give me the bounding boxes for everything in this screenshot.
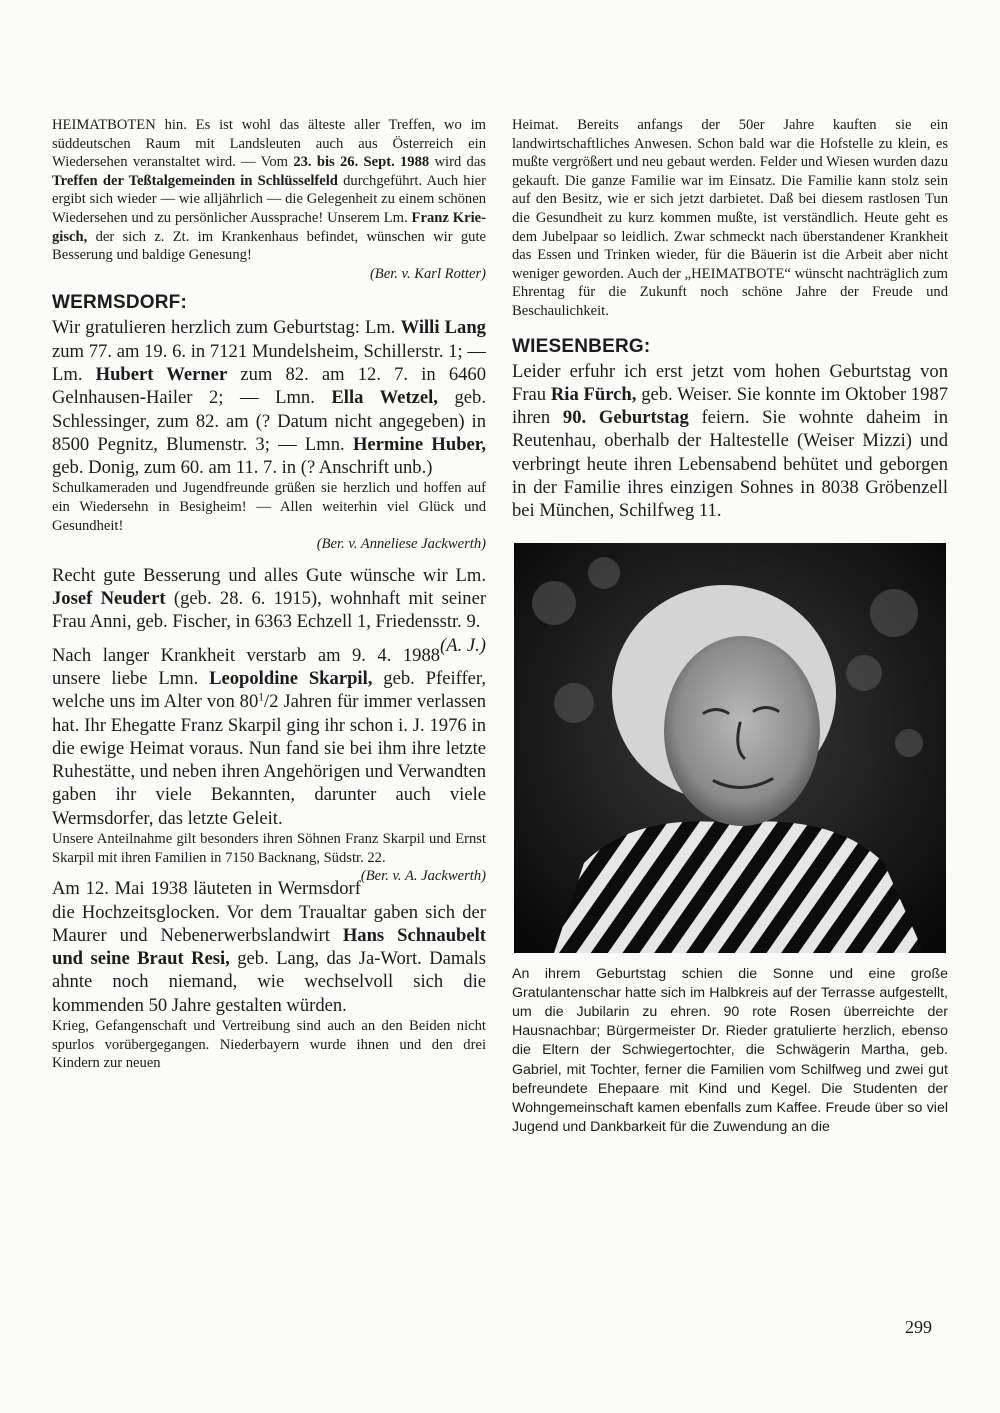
bold-name: Franz Kriegisch, [52,209,486,245]
wedding-paragraph [52,877,486,1017]
text: Am 12. Mai 1938 läuteten in Wermsdorf die Hochzeitsglocken. Vor dem Traualtar gaben sich der Maurer und Nebenerwerbslandwirt [52,878,486,946]
text: Recht gute Besserung und alles Gute wünsche wir Lm. [52,564,486,586]
bold-name: Willi Lang [400,317,486,339]
bold-text: 90. Geburtstag [562,407,689,429]
obituary-paragraph [52,644,486,830]
bold-event: Treffen der Teßtalgemeinden in Schlüsselfeld [52,172,338,189]
bold-name: Leopoldine Skarpil, [209,667,373,689]
text: feiern. Sie wohnte daheim in Reutenhau, oberhalb der Haltestelle (Weiser Mizzi) und verbringt heute ihren Lebensabend behütet und geborgen in der Familie ihres einzigen Sohnes in 8038 Gröbenzell bei München, Schilfweg 11. [512,407,948,522]
recovery-signature: (A. J.) [440,634,486,656]
recovery-paragraph [52,564,487,656]
birthday-paragraph [512,360,948,523]
intro-paragraph [52,116,486,265]
page-number: 299 [905,1317,932,1337]
birthdays-paragraph [52,316,486,479]
sympathy-paragraph [52,830,486,885]
text: Unsere Anteilnahme gilt besonders ihren Söhnen Franz Skarpil und Ernst Skarpil mit ihren Familien in 7150 Backnang, Südstr. 22. [52,831,486,866]
text: zum 77. am 19. 6. in 7121 Mundelsheim, Schillerstr. 1; — Lm. [52,340,486,385]
text: geb. Schlessinger, zum 82. am (? Datum nicht angegeben) in 8500 Pegnitz, Blumenstr. 3; — Lmn. [52,387,486,455]
left-column [52,116,486,1073]
text: /2 Jahren für immer verlassen hat. Ihr Ehegatte Franz Skarpil ging ihr schon i. J. 1976 in die ewige Heimat voraus. Nun fand sie bei ihm ihre letzte Ruhestätte, und neben ihren Angehörigen und Verwandten gaben ihr viele Bekannten, darunter auch viele Wermsdorfer, das letzte Geleit. [52,691,487,829]
sympathy-signature: (Ber. v. A. Jackwerth) [360,868,486,885]
text: (geb. 28. 6. 1915), wohnhaft mit seiner Frau Anni, geb. Fischer, in 6363 Echzell 1, Friedensstr. 9. [52,588,487,633]
face [664,636,820,826]
superscript: 1 [258,691,265,704]
text: geb. Pfeiffer, welche uns im Alter von 80 [52,667,487,713]
text: geb. Weiser. Sie konnte im Oktober 1987 ihren [512,383,948,429]
photo-caption: An ihrem Geburtstag schien die Sonne und eine große Gratulantenschar hatte sich im Halbkreis auf der Terrasse aufgestellt, um die Jubilarin zu ehren. 90 rote Rosen überreichte der Hausnachbar; Bürgermeister Dr. Rieder gratulierte herzlich, ebenso die Eltern der Schwiegertochter, die Schwägerin Martha, geb. Gabriel, mit Tochter, ferner die Familien vom Schilfweg und zwei gut befreundete Ehepaare mit Kind und Kegel. Die Studenten der Wohngemeinschaft kamen ebenfalls zum Kaffee. Freude über so viel Jugend und Dankbarkeit für die Zuwendung an die [512,965,948,1136]
text: Wir gratulieren herzlich zum Geburtstag: Lm. [52,317,401,339]
text: geb. Donig, zum 60. am 11. 7. in (? Anschrift unb.) [52,457,433,479]
wermsdorf-heading: WERMSDORF: [52,292,187,314]
bold-name: Hubert Werner [95,363,228,385]
continuation-paragraph: Heimat. Bereits anfangs der 50er Jahre kauften sie ein landwirtschaftliches Anwesen. Schon bald war die Hofstelle zu klein, es mußte vergrößert und neu gebaut werden. Felder und Wiesen wurden dazu gekauft. Die ganze Familie war im Einsatz. Die Familie kann stolz sein auf den Besitz, wie er sich jetzt darbietet. Daß bei diesem rastlosen Tun die Gesundheit zu kurz kommen mußte, ist verständlich. Heute geht es dem Jubelpaar so leidlich. Zwar schmeckt nach überstandener Krankheit das Essen und Trinken wieder, für die Bäuerin ist die Arbeit aber nicht weniger geworden. Auch der „HEIMATBOTE“ wünscht nachträglich zum Ehrentag für die Zukunft noch schöne Jahre der Freude und Beschaulichkeit. [512,117,948,319]
text: geb. Lang, das Ja-Wort. Damals ahnte noch niemand, wie wechselvoll sich die kommenden 50 Jahre gestalten würden. [52,948,486,1016]
right-column [512,116,948,1137]
text: Nach langer Krankheit verstarb am 9. 4. 1988 unsere liebe Lmn. [52,644,441,689]
text: Leider erfuhr ich erst jetzt vom hohen Geburtstag von Frau [512,360,948,405]
text: der sich z. Zt. im Krankenhaus befindet, wünschen wir gute Besserung und baldige Genesung! [52,228,486,264]
intro-signature: (Ber. v. Karl Rotter) [369,265,486,282]
bold-name: Ella Wetzel, [331,387,438,409]
text: HEIMATBOTEN hin. Es ist wohl das älteste aller Treffen, wo im süddeutschen Raum mit Landsleuten auch aus Österreich ein Wiedersehen veranstaltet wird. — Vom [52,117,486,171]
classmates-paragraph: Schulkameraden und Jugendfreunde grüßen sie herzlich und hoffen auf ein Wiedersehn in Besigheim! — Allen weiterhin viel Glück und Gesundheit! [52,480,486,534]
text: durchgeführt. Auch hier ergibt sich wieder — wie alljährlich — die Gelegenheit zu einem schönen Wiedersehen und zu persönlicher Aussprache! Unserem Lm. [52,172,486,226]
portrait-photo [514,543,946,953]
classmates-signature: (Ber. v. Anneliese Jackwerth) [316,536,486,553]
bold-name: Hermine Huber, [352,433,486,455]
text: zum 82. am 12. 7. in 6460 Gelnhausen-Hailer 2; — Lmn. [52,363,487,409]
text: wird das [429,154,486,171]
bold-name: Josef Neudert [52,588,166,610]
bold-date: 23. bis 26. Sept. 1988 [293,154,430,171]
bold-name: Ria Fürch, [550,383,637,405]
wiesenberg-heading: WIESENBERG: [512,335,651,357]
war-paragraph: Krieg, Gefangenschaft und Vertreibung sind auch an den Beiden nicht spurlos vorübergegangen. Niederbayern wurde ihnen und den drei Kindern zur neuen [52,1018,486,1072]
bold-name: Hans Schnaubelt und seine Braut Resi, [52,924,486,970]
